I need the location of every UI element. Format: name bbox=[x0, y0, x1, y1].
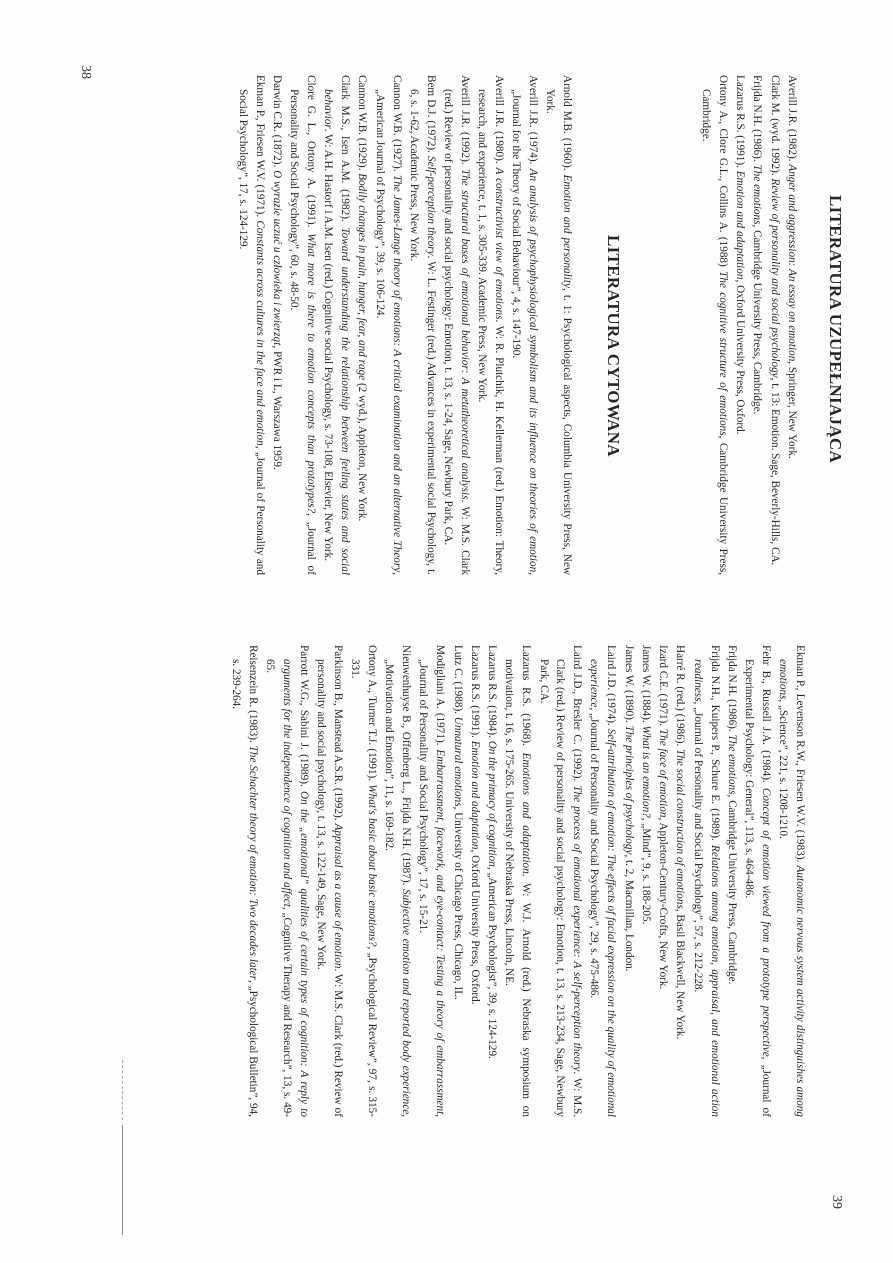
page-number-right: 39 bbox=[829, 1195, 844, 1209]
reference-authors: Frijda N.H. (1986). bbox=[725, 645, 738, 735]
reference-details: (2 wyd.), Appleton, New York. bbox=[356, 380, 369, 522]
reference-entry bbox=[541, 75, 575, 575]
reference-title: Emotion and personality bbox=[561, 174, 573, 288]
reference-authors: Parrott W.G., Sabini J. (1989). bbox=[297, 645, 310, 792]
reference-entry bbox=[783, 75, 800, 575]
reference-details: . W: M.S. Clark (red.) Review of personality and social psychology: Emotion, t. 13, s. 1-24, Sage, Newbury Park, CA. bbox=[441, 89, 471, 575]
reference-authors: Frijda N.H. (1986). bbox=[751, 75, 764, 165]
reference-authors: Averill J.R. (1982). bbox=[786, 75, 798, 165]
reference-details: , t. 2, Macmillan, London. bbox=[622, 854, 635, 972]
reference-title: Embarrassment, facework, and eye-contact: Testing a theory of embarrassment bbox=[434, 749, 447, 1115]
reference-title: The face of emotion bbox=[657, 728, 670, 818]
scan-edge-line bbox=[122, 1125, 123, 1235]
reference-details: , „Journal of Personality and Social Psychology”, 57, s. 212-228. bbox=[691, 701, 704, 993]
reference-entry bbox=[354, 75, 371, 575]
reference-authors: Cannon W.B. (1929). bbox=[356, 75, 369, 174]
reference-title: The social construction of emotions bbox=[674, 749, 687, 909]
reference-title: Anger and aggression: An essay on emotion bbox=[786, 164, 798, 362]
reference-authors: Ortony A., Clore G.L., Collins A. (1988) bbox=[716, 75, 729, 272]
reference-title: Constants across cultures in the face and emotion bbox=[253, 220, 266, 446]
reference-details: , „American Journal of Psychology”, 39, s. 106-124. bbox=[373, 89, 403, 575]
reference-entry bbox=[672, 645, 689, 1117]
reference-title: The cognitive structure of emotions bbox=[716, 271, 729, 436]
reference-title: Autonomic nervous system activity distinguishes among emotions bbox=[777, 659, 806, 1117]
left-page bbox=[0, 0, 893, 625]
reference-entry bbox=[285, 75, 319, 575]
reference-authors: Lazarus R.S. (1968). bbox=[520, 645, 533, 753]
scan-edge-line bbox=[122, 1060, 123, 1120]
reference-details: , „Journal of Personality and Social Psychology”, 17, s. 15-21. bbox=[417, 659, 447, 1118]
reference-details: , „Journal of Personality and Social Psychology”, 17, s. 124-129. bbox=[236, 89, 266, 575]
reference-entry bbox=[415, 645, 449, 1117]
reference-title: Concept of emotion viewed from a prototype perspective bbox=[759, 787, 772, 1057]
reference-title: Emotion and adaptation bbox=[468, 740, 481, 850]
reference-entry bbox=[466, 645, 483, 1117]
reference-title: The emotions bbox=[725, 734, 738, 795]
reference-details: , Cambridge University Press, Cambridge. bbox=[751, 224, 764, 415]
reference-authors: Clark M.S., Isen A.M. (1982). bbox=[339, 75, 352, 228]
reference-details: , „Psychological Bulletin”, 94, s. 239-264. bbox=[230, 659, 259, 1117]
reference-title: Relations among emotion, appraisal, and emotional action readiness bbox=[691, 659, 721, 1117]
reference-authors: Darwin C.R. (1872). bbox=[270, 75, 283, 171]
cited-reference-list-continued bbox=[227, 645, 808, 1117]
reference-entry bbox=[507, 75, 541, 575]
reference-authors: Fehr B., Russell J.A. (1984). bbox=[759, 645, 772, 788]
reference-title: What more is there to emotion concepts than prototypes? bbox=[305, 233, 318, 514]
reference-title: The Schachter theory of emotion: Two decades later bbox=[247, 745, 259, 980]
reference-title: Appraisal as a cause of emotion bbox=[331, 823, 344, 969]
reference-title: Unnatural emotions bbox=[451, 716, 464, 807]
reference-authors: Lutz C. (1988). bbox=[451, 645, 464, 717]
reference-details: , „Journal of Experimental Psychology: General”, 113, s. 464-486. bbox=[743, 659, 772, 1117]
page-number-left: 38 bbox=[78, 65, 93, 79]
reference-entry bbox=[766, 75, 783, 575]
reference-entry bbox=[439, 75, 473, 575]
reference-entry bbox=[637, 645, 654, 1117]
reference-entry bbox=[483, 645, 500, 1117]
reference-details: . W: M.S. Clark (red.) Review of personality and social psychology: Emotion, t. 13, s. 213-234, Sage, Newbury Park, CA. bbox=[537, 659, 584, 1117]
reference-details: . W: L. Festinger (red.) Advances in experimental social Psychology, t. 6, s. 1-62, Academic Press, New York. bbox=[407, 89, 437, 575]
reference-entry bbox=[723, 645, 740, 1117]
reference-details: , Cambridge University Press, Cambridge. bbox=[700, 89, 729, 575]
reference-details: , Cambridge University Press, Cambridge. bbox=[725, 794, 738, 985]
reference-entry bbox=[227, 645, 261, 1117]
reference-details: , „Journal for the Theory of Social Behaviour”, 4, s. 147-190. bbox=[510, 89, 539, 576]
reference-title: Emotion and adaptation bbox=[734, 170, 747, 280]
reference-authors: Arnold M.B. (1960). bbox=[561, 75, 573, 175]
reference-entry bbox=[320, 75, 354, 575]
reference-title: On the primacy of cognition bbox=[486, 740, 499, 867]
reference-details: , Springer, New York. bbox=[786, 361, 798, 459]
reference-entry bbox=[346, 645, 380, 1117]
reference-entry bbox=[731, 75, 748, 575]
reference-authors: Lazarus R.S. (1991). bbox=[734, 75, 747, 171]
reference-entry bbox=[654, 645, 671, 1117]
reference-authors: Izard C.E. (1971). bbox=[657, 645, 670, 729]
reference-title: Emotions and adaptation bbox=[520, 752, 533, 874]
reference-title: What is an emotion? bbox=[639, 725, 652, 818]
reference-details: , Basil Blackwell, New York. bbox=[674, 908, 687, 1040]
reference-details: , t. 13: Emotion. Sage, Beverly-Hills, CA. bbox=[768, 377, 781, 566]
heading-supplementary-literature: LITERATURA UZUPEŁNIAJĄCA bbox=[826, 195, 845, 464]
reference-entry bbox=[381, 645, 415, 1117]
reference-title: The James-Lange theory of emotions: A critical examination and an alternative Theory bbox=[390, 174, 403, 573]
reference-entry bbox=[535, 645, 585, 1117]
reference-authors: Laird J.D., Bresler C. (1992). bbox=[571, 645, 584, 786]
reference-entry bbox=[268, 75, 285, 575]
reference-title: What's basic about basic emotions? bbox=[366, 784, 379, 947]
reference-entry bbox=[405, 75, 439, 575]
reference-authors: Clore G. L., Ortony A. (1991). bbox=[305, 75, 318, 234]
reference-details: , „Motivation and Emotion”, 11, s. 169-182. bbox=[383, 659, 413, 1117]
reference-title: The principles of psychology bbox=[622, 725, 635, 855]
reference-authors: Bem D.J. (1972). bbox=[424, 75, 437, 157]
reference-entry bbox=[501, 645, 535, 1117]
reference-title: O wyrazie uczuć u człowieka i zwierząt bbox=[270, 170, 283, 346]
reference-authors: Lazarus R.S. (1991). bbox=[468, 645, 481, 741]
reference-authors: Ekman P., Friesen W.V. (1971). bbox=[253, 75, 266, 221]
reference-entry bbox=[689, 645, 723, 1117]
reference-details: , „Mind”, 9, s. 188-205. bbox=[639, 817, 652, 925]
reference-title: Subjective emotion and reported body experience bbox=[400, 888, 413, 1115]
reference-authors: Parkinson B., Manstead A.S.R. (1992). bbox=[331, 645, 344, 824]
reference-authors: Reisenzein R. (1983). bbox=[247, 645, 259, 746]
reference-title: Bodily changes in pain, hunger, fear, and rage bbox=[356, 173, 369, 381]
reference-entry bbox=[371, 75, 405, 575]
reference-details: , Oxford University Press, Oxford. bbox=[468, 849, 481, 1005]
reference-entry bbox=[774, 645, 808, 1117]
reference-details: , PWR i L, Warszawa 1959. bbox=[270, 345, 283, 470]
reference-entry bbox=[473, 75, 507, 575]
reference-details: , „American Psychologist”, 39, s. 124-129. bbox=[486, 866, 499, 1059]
reference-entry bbox=[697, 75, 731, 575]
reference-details: . W: R. Plutchik, H. Kellerman (red.) Emotion: Theory, research, and experience, t. 1, s. 305-339. Academic Press, New York. bbox=[476, 89, 505, 575]
reference-authors: James W. (1890). bbox=[622, 645, 635, 726]
reference-title: On the „emotional” qualities of certain types of cognition: A reply to arguments for the independence of cognition and affect bbox=[281, 659, 310, 1117]
reference-details: . W: A.H. Hastorf i A.M. Isen (red.) Cognitive social Psychology, s. 73-108, Elsevier, New York. bbox=[322, 128, 335, 562]
reference-details: , t. 1: Psychological aspects, Columbia University Press, New York. bbox=[544, 89, 573, 576]
reference-authors: Averill J.R. (1974). bbox=[526, 75, 539, 169]
reference-entry bbox=[262, 645, 312, 1117]
reference-authors: Frijda N.H., Kuipers P., Schure E. (1989). bbox=[708, 645, 721, 846]
reference-authors: Clark M. (wyd. 1992). bbox=[768, 75, 781, 179]
reference-authors: Cannon W.B. (1927). bbox=[390, 75, 403, 175]
supplementary-reference-list bbox=[697, 75, 800, 575]
reference-entry bbox=[312, 645, 346, 1117]
reference-authors: James W. (1884). bbox=[639, 645, 652, 726]
reference-title: Toward understanding the relationship between feeling states and social behavior bbox=[322, 89, 352, 575]
reference-details: , „Cognitive Therapy and Research”, 13, s. 49-65. bbox=[264, 659, 294, 1117]
reference-details: . W: M.S. Clark (red.) Review of personality and social psychology, t. 13, s. 122-149, Sage, New York. bbox=[315, 659, 344, 1117]
cited-reference-list bbox=[234, 75, 575, 575]
reference-title: The process of emotional experience: A self-perception theory bbox=[571, 785, 584, 1072]
reference-authors: Averill J.R. (1992). bbox=[458, 75, 471, 169]
reference-title: Self-perception theory bbox=[424, 156, 437, 256]
reference-title: The structural bases of emotional behavior: A metatheoretical analysis bbox=[458, 168, 471, 500]
reference-authors: Ortony A., Turner T.J. (1991). bbox=[366, 645, 379, 785]
reference-authors: Modigliani A. (1971). bbox=[434, 645, 447, 750]
reference-details: , „Journal of Personality and Social Psychology”, 60, s. 48-50. bbox=[288, 89, 318, 575]
reference-title: Review of personality and social psychology bbox=[768, 178, 781, 378]
reference-details: , „Psychological Review”, 97, s. 315-331. bbox=[349, 659, 379, 1117]
reference-authors: Lazarus R.S. (1984). bbox=[486, 645, 499, 741]
reference-details: . W: W.J. Arnold (red.) Nebraska symposium on motivation, t. 16, s. 175-265. University of Nebraska Press, Lincoln, NE. bbox=[503, 659, 533, 1117]
reference-title: The emotions bbox=[751, 164, 764, 225]
reference-authors: Ekman P., Levenson R.W., Friesen W.V. (1983). bbox=[794, 645, 806, 866]
reference-details: , University of Chicago Press, Chicago, IL. bbox=[451, 806, 464, 1000]
reference-entry bbox=[586, 645, 620, 1117]
right-page bbox=[0, 625, 893, 1263]
reference-authors: Averill J.R. (1980). bbox=[492, 75, 505, 168]
reference-title: Self-attribution of emotion: The effects of facial expression on the quality of emotional experience bbox=[588, 659, 618, 1117]
reference-details: , Oxford University Press, Oxford. bbox=[734, 279, 747, 435]
heading-cited-literature: LITERATURA CYTOWANA bbox=[604, 235, 623, 457]
reference-authors: Nieuwenhuyse B., Offenberg L., Frijda N.H. (1987). bbox=[400, 645, 413, 889]
reference-authors: Laird J.D. (1974). bbox=[605, 645, 618, 729]
reference-details: , Appleton-Century-Crofts, New York. bbox=[657, 817, 670, 990]
reference-entry bbox=[234, 75, 268, 575]
reference-authors: Harré R. (red.) (1986). bbox=[674, 645, 687, 750]
reference-details: , „Journal of Personality and Social Psychology”, 29, s. 475-486. bbox=[588, 707, 601, 999]
reference-title: A constructivist view of emotions bbox=[492, 167, 505, 320]
reference-title: An analysis of psychophysiological symbolism and its influence on theories of emotion bbox=[526, 168, 539, 573]
reference-entry bbox=[749, 75, 766, 575]
reference-entry bbox=[620, 645, 637, 1117]
reference-entry bbox=[740, 645, 774, 1117]
reference-entry bbox=[449, 645, 466, 1117]
reference-details: , „Science”, 221, s. 1208-1210. bbox=[777, 699, 790, 839]
